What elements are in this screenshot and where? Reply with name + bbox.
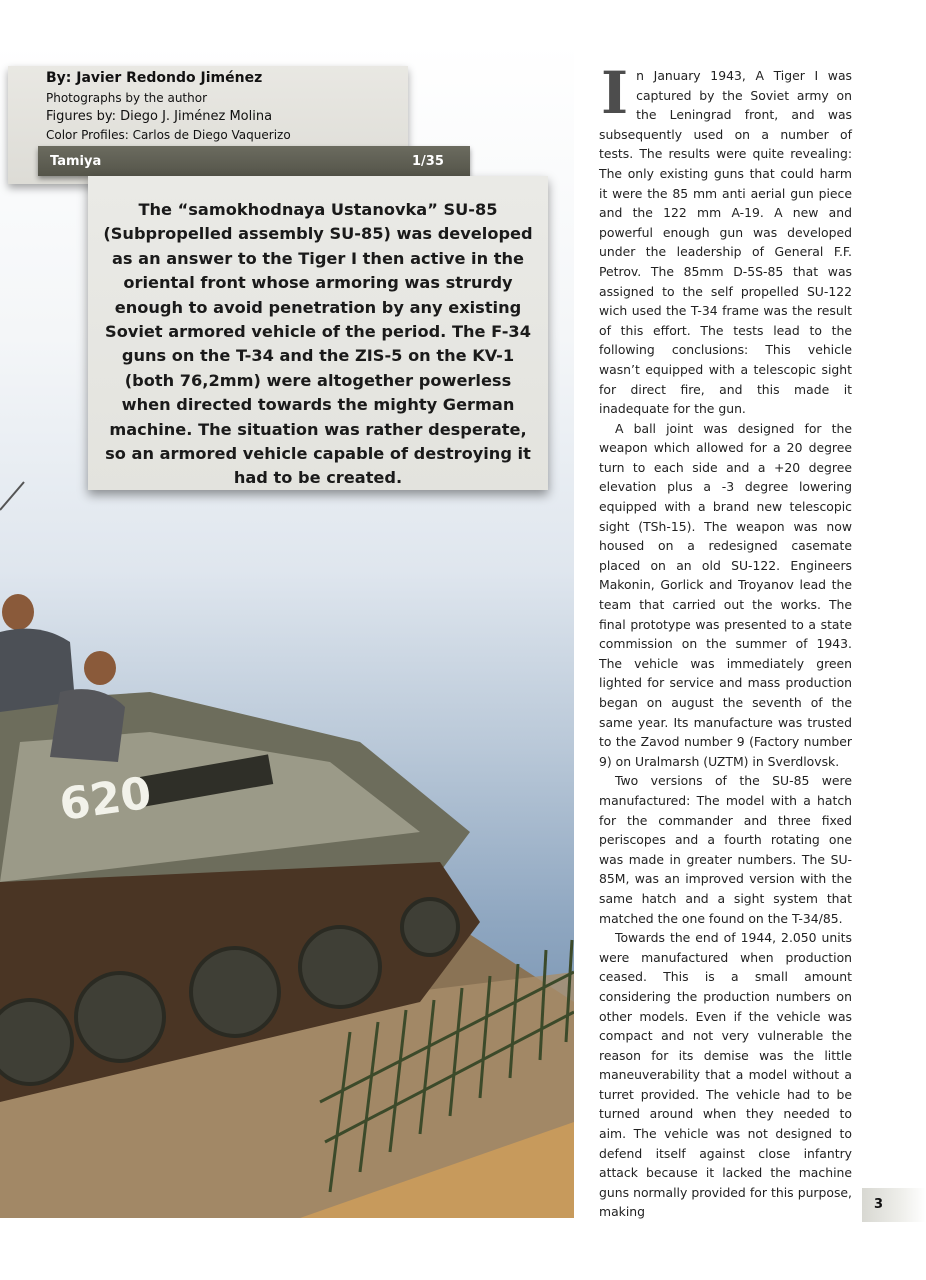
profiles-credit: Color Profiles: Carlos de Diego Vaquerizo	[46, 128, 291, 142]
hull-number: 620	[56, 767, 155, 831]
dropcap: I	[601, 59, 629, 127]
crew-figure-head-2	[84, 651, 116, 685]
photos-credit: Photographs by the author	[46, 91, 208, 105]
antenna	[0, 482, 24, 510]
article-column	[599, 59, 852, 1222]
page-number: 3	[874, 1197, 884, 1212]
kit-scale: 1/35	[412, 154, 444, 169]
article-paragraph-2: A ball joint was designed for the weapon which allowed for a 20 degree turn to each side and a +20 degree elevation plus a -3 degree lowering equipped with a brand new telescopic sight (TSh-15). The weapon was now housed on a redesigned casemate placed on an old SU-122. Engineers Makonin, Gorlick and Troyanov lead the team that carried out the works. The final prototype was presented to a state commission on the summer of 1943. The vehicle was immediately green lighted for service and mass production began on august the seventh of the same year. Its manufacture was trusted to the Zavod number 9 (Factory number 9) on Uralmarsh (UZTM) in Sverdlovsk.	[599, 420, 852, 769]
article-paragraph-1-text: n January 1943, A Tiger I was captured by the Soviet army on the Leningrad front, and was subsequently used on a number of tests. The results were quite revealing: The only existing guns that could harm it were the 85 mm anti aerial gun piece and the 122 mm A-19. A new and powerful enough gun was developed under the leadership of General F.F. Petrov. The 85mm D-5S-85 that was assigned to the self propelled SU-122 wich used the T-34 frame was the result of this effort. The tests lead to the following conclusions: This vehicle wasn’t equipped with a telescopic sight for direct fire, and this made it inadequate for the gun.	[599, 68, 852, 417]
intro-text: The “samokhodnaya Ustanovka” SU-85 (Subpropelled assembly SU-85) was developed as an answer to the Tiger I then active in the oriental front whose armoring was strurdy enough to avoid penetration by any existing Soviet armored vehicle of the period. The F-34 guns on the T-34 and the ZIS-5 on the KV-1 (both 76,2mm) were altogether powerless when directed towards the mighty German machine. The situation was rather desperate, so an armored vehicle capable of destroying it had to be created.	[103, 200, 533, 488]
author-credit: By: Javier Redondo Jiménez	[46, 70, 263, 86]
figures-credit: Figures by: Diego J. Jiménez Molina	[46, 109, 273, 124]
kit-maker: Tamiya	[50, 154, 102, 169]
crew-figure-head-1	[2, 594, 34, 630]
article-paragraph-3: Two versions of the SU-85 were manufactured: The model with a hatch for the commander and three fixed periscopes and a fourth rotating one was made in greater numbers. The SU-85M, was an improved version with the same hatch and a sight system that matched the one found on the T-34/85.	[599, 773, 852, 926]
article-paragraph-1	[599, 59, 852, 419]
kit-bar	[38, 146, 470, 176]
page-number-tab	[862, 1188, 926, 1222]
intro-box	[88, 176, 548, 490]
article-paragraph-4: Towards the end of 1944, 2.050 units were manufactured when production ceased. This is a small amount considering the production numbers on other models. Even if the vehicle was compact and not very vulnerable the reason for its demise was the little maneuverability that a model without a turret provided. The vehicle had to be turned around when they needed to aim. The vehicle was not designed to defend itself against close infantry attack because it lacked the machine guns normally provided for this purpose, making	[599, 930, 852, 1220]
crew-figure-body-2	[50, 689, 125, 762]
